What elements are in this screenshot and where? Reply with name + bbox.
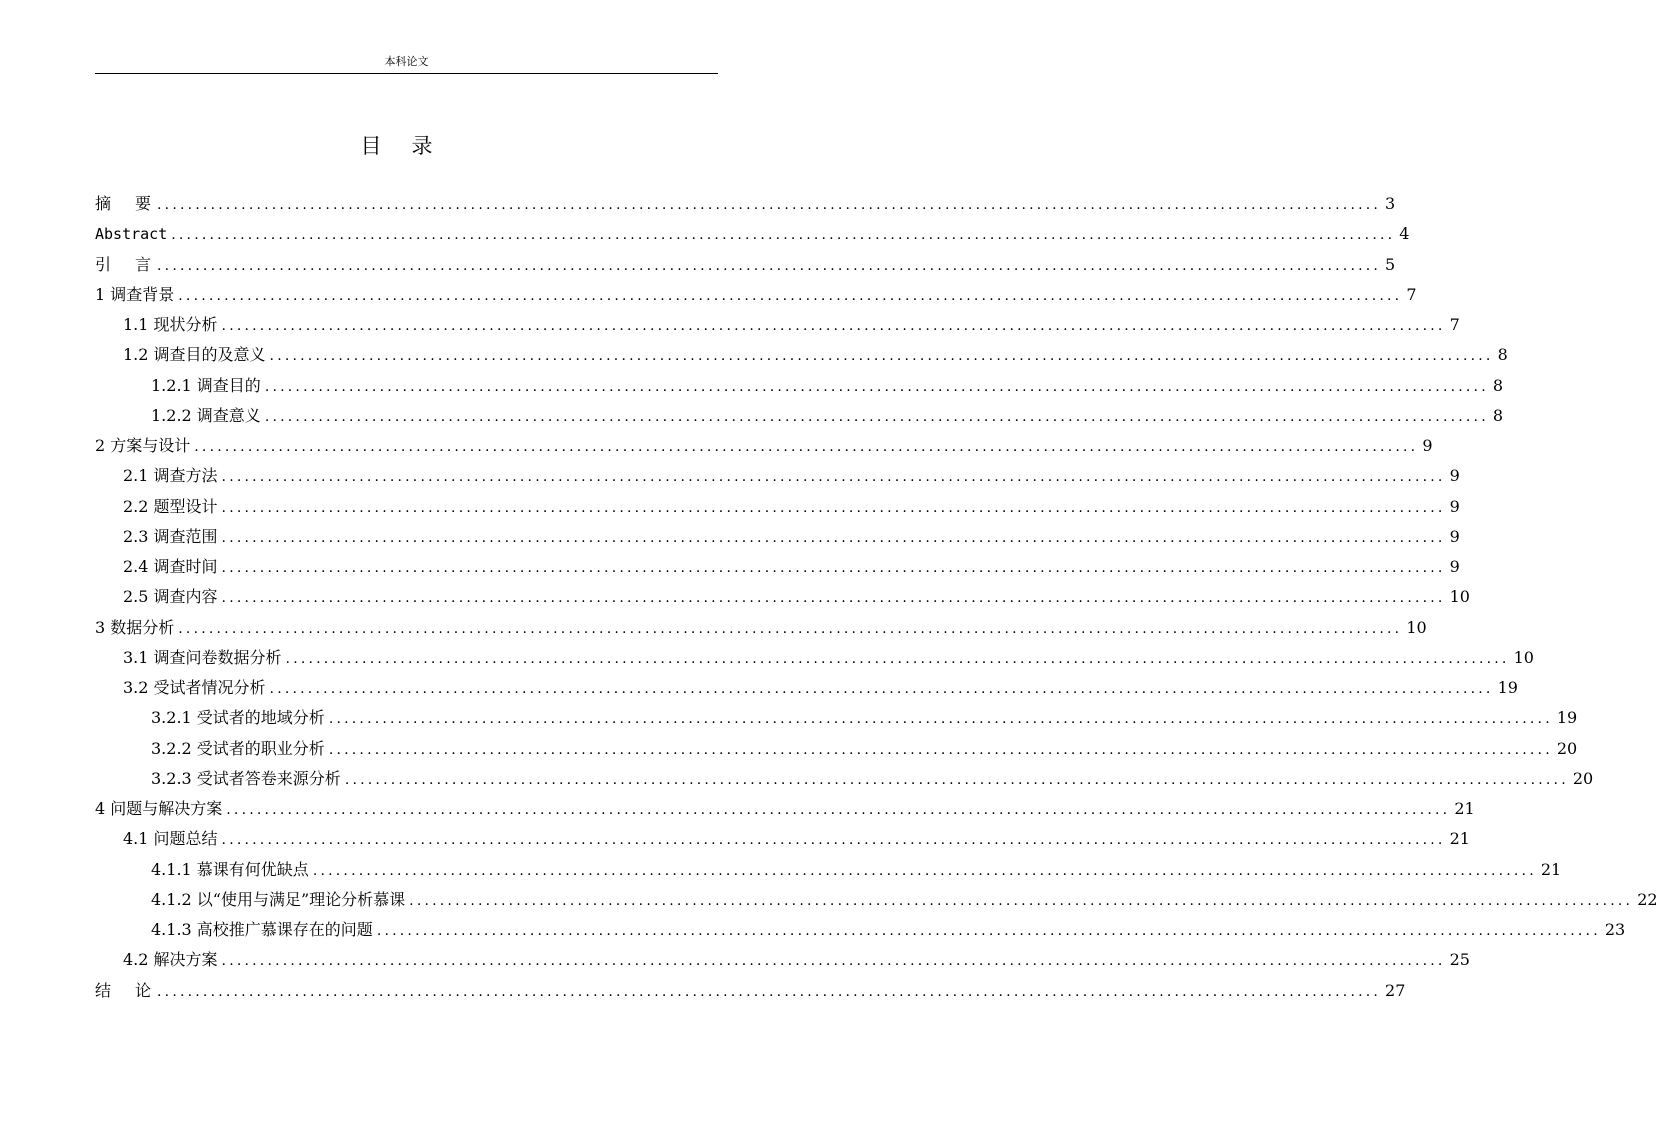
toc-entry-page-number: 20: [1572, 768, 1594, 788]
dot-leader: ................................................................................................................................................................: [171, 227, 1396, 244]
toc-entry[interactable]: [95, 310, 1460, 340]
toc-entry-label: 2.1 调查方法: [123, 466, 218, 486]
toc-entry-page-number: 25: [1449, 950, 1470, 970]
toc-entry-label: 结论: [95, 980, 176, 1000]
dot-leader: ................................................................................................................................................................: [269, 348, 1494, 365]
dot-leader: ................................................................................................................................................................: [178, 287, 1403, 304]
dot-leader: ................................................................................................................................................................: [221, 953, 1446, 970]
dot-leader: ................................................................................................................................................................: [221, 318, 1446, 334]
toc-entry[interactable]: [95, 613, 1427, 643]
toc-entry[interactable]: [95, 643, 1534, 673]
toc-entry[interactable]: [95, 915, 1626, 945]
toc-entry-page-number: 19: [1556, 708, 1578, 728]
toc-entry[interactable]: [95, 734, 1578, 764]
toc-entry-label: 4.1.3 高校推广慕课存在的问题: [151, 920, 373, 939]
toc-entry[interactable]: [95, 885, 1658, 915]
toc-entry[interactable]: [95, 824, 1470, 854]
toc-entry-label: 3.2.2 受试者的职业分析: [151, 738, 325, 758]
toc-entry[interactable]: [95, 431, 1433, 461]
toc-entry-label: 1.1 现状分析: [123, 315, 218, 334]
toc-entry[interactable]: [95, 280, 1417, 310]
toc-entry-page-number: 10: [1449, 587, 1470, 607]
toc-entry[interactable]: [95, 703, 1578, 733]
toc-entry[interactable]: [95, 582, 1470, 612]
dot-leader: ................................................................................................................................................................: [157, 983, 1382, 1000]
toc-entry[interactable]: [95, 189, 1396, 219]
toc-entry-page-number: 20: [1556, 738, 1578, 758]
dot-leader: ................................................................................................................................................................: [312, 862, 1537, 879]
toc-entry-label: 3.1 调查问卷数据分析: [123, 647, 282, 667]
toc-entry-page-number: 21: [1540, 859, 1562, 879]
toc-entry[interactable]: [95, 764, 1594, 794]
toc-entry-label: 2.2 题型设计: [123, 496, 218, 516]
toc-entry-label: 引言: [95, 254, 176, 274]
toc-entry-label: 2.3 调查范围: [123, 526, 218, 546]
toc-entry-page-number: 27: [1385, 980, 1406, 1000]
toc-entry[interactable]: [95, 401, 1504, 431]
toc-entry[interactable]: [95, 673, 1518, 703]
toc-entry[interactable]: [95, 794, 1475, 824]
toc-entry-page-number: 9: [1449, 496, 1460, 516]
dot-leader: ................................................................................................................................................................: [344, 771, 1569, 788]
dot-leader: ................................................................................................................................................................: [409, 892, 1634, 909]
dot-leader: ................................................................................................................................................................: [221, 560, 1446, 576]
toc-title: 目录: [360, 134, 463, 158]
toc-entry-page-number: 8: [1492, 375, 1504, 395]
toc-entry-label: 4 问题与解决方案: [95, 799, 223, 818]
toc-entry-label: 4.1 问题总结: [123, 829, 218, 849]
toc-entry-label: 4.1.1 慕课有何优缺点: [151, 859, 309, 879]
toc-entry-page-number: 21: [1449, 829, 1470, 849]
toc-entry-page-number: 4: [1399, 224, 1410, 244]
toc-entry[interactable]: [95, 855, 1562, 885]
dot-leader: ................................................................................................................................................................: [285, 650, 1510, 667]
dot-leader: ................................................................................................................................................................: [264, 378, 1489, 395]
dot-leader: ................................................................................................................................................................: [269, 681, 1494, 697]
toc-entry-page-number: 19: [1497, 678, 1518, 697]
toc-entry[interactable]: [95, 976, 1406, 1006]
dot-leader: ................................................................................................................................................................: [221, 529, 1446, 546]
toc-entry-label: 摘要: [95, 194, 176, 213]
toc-entry-page-number: 8: [1497, 345, 1508, 365]
toc-entry-page-number: 10: [1406, 617, 1427, 637]
toc-entry-page-number: 9: [1449, 526, 1460, 546]
toc-entry-page-number: 8: [1492, 405, 1504, 425]
toc-entry-page-number: 7: [1449, 315, 1460, 334]
toc-entry-label: 3.2.3 受试者答卷来源分析: [151, 768, 341, 788]
toc-entry-page-number: 7: [1406, 284, 1417, 304]
toc-entry-label: 3 数据分析: [95, 617, 175, 637]
dot-leader: ................................................................................................................................................................: [328, 711, 1553, 728]
dot-leader: ................................................................................................................................................................: [328, 741, 1553, 758]
toc-entry[interactable]: [95, 340, 1508, 370]
toc-entry-page-number: 9: [1449, 557, 1460, 576]
dot-leader: ................................................................................................................................................................: [221, 469, 1446, 486]
toc-entry[interactable]: [95, 945, 1470, 975]
dot-leader: ................................................................................................................................................................: [157, 197, 1382, 213]
dot-leader: ................................................................................................................................................................: [376, 923, 1601, 939]
toc-entry-label: 3.2 受试者情况分析: [123, 678, 266, 697]
toc-entry-page-number: 5: [1385, 254, 1396, 274]
running-header: 本科论文: [384, 55, 429, 68]
dot-leader: ................................................................................................................................................................: [264, 408, 1489, 425]
toc-entry[interactable]: [95, 219, 1410, 249]
toc-entry-page-number: 9: [1422, 436, 1433, 455]
dot-leader: ................................................................................................................................................................: [178, 620, 1403, 637]
toc-entry-page-number: 22: [1637, 889, 1658, 909]
dot-leader: ................................................................................................................................................................: [194, 439, 1419, 455]
toc-entry-label: 2.4 调查时间: [123, 557, 218, 576]
toc-entry-page-number: 3: [1385, 194, 1396, 213]
toc-entry-page-number: 23: [1604, 920, 1626, 939]
toc-entry-label: 2 方案与设计: [95, 436, 191, 455]
dot-leader: ................................................................................................................................................................: [221, 499, 1446, 516]
toc-entry-label: 3.2.1 受试者的地域分析: [151, 708, 325, 728]
toc-entry-page-number: 10: [1513, 647, 1534, 667]
toc-entry[interactable]: [95, 522, 1460, 552]
toc-entry[interactable]: [95, 371, 1504, 401]
toc-entry-label: 4.2 解决方案: [123, 950, 218, 970]
toc-entry[interactable]: [95, 552, 1460, 582]
toc-entry-label: 4.1.2 以“使用与满足”理论分析慕课: [151, 889, 406, 909]
dot-leader: ................................................................................................................................................................: [221, 590, 1446, 607]
dot-leader: ................................................................................................................................................................: [226, 802, 1451, 818]
toc-entry[interactable]: [95, 492, 1460, 522]
dot-leader: ................................................................................................................................................................: [221, 832, 1446, 849]
toc-entry-label: 1 调查背景: [95, 284, 175, 304]
dot-leader: ................................................................................................................................................................: [157, 257, 1382, 274]
toc-entry[interactable]: [95, 250, 1396, 280]
toc-entry-label: 1.2 调查目的及意义: [123, 345, 266, 365]
toc-entry[interactable]: [95, 461, 1460, 491]
toc-entry-page-number: 21: [1454, 799, 1475, 818]
toc-entry-label: 1.2.1 调查目的: [151, 375, 261, 395]
toc-list: [95, 189, 1658, 1006]
header-rule: [95, 73, 718, 74]
toc-entry-label: 1.2.2 调查意义: [151, 405, 261, 425]
toc-entry-label: 2.5 调查内容: [123, 587, 218, 607]
toc-entry-label: Abstract: [95, 225, 168, 244]
toc-entry-page-number: 9: [1449, 466, 1460, 486]
